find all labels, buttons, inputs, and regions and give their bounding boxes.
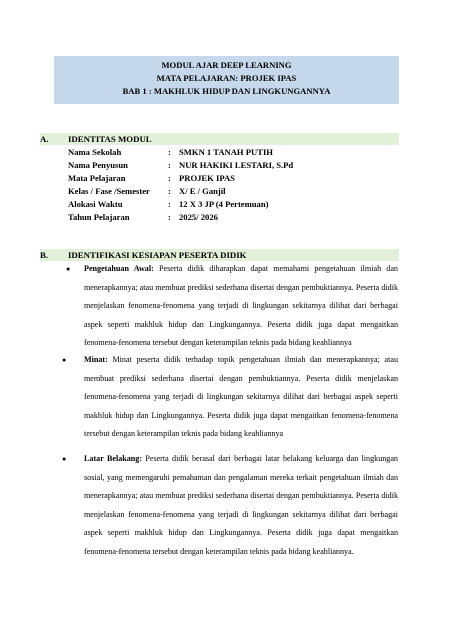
bullet-icon: ● (62, 356, 67, 364)
identity-value: SMKN 1 TANAH PUTIH (179, 147, 273, 157)
title-line-1: MODUL AJAR DEEP LEARNING (161, 60, 292, 70)
identity-colon: : (168, 212, 171, 222)
identity-row-class (68, 185, 398, 198)
list-item-term: Minat: (84, 355, 108, 364)
document-title-box (54, 56, 399, 104)
list-item-text: Peserta didik berasal dari berbagai latar belakang keluarga dan lingkungan sosial, yang memengaruhi pemahaman dan pengalaman mereka terkait pengetahuan ilmiah dan menerapkannya; atau membuat prediksi sederhana disertai dengan pembuktiannya. Peserta didik menjelaskan fenomena-fenomena yang terjadi di lingkungan sekitarnya dilihat dari berbagai aspek seperti makhluk hidup dan Lingkungannya. Peserta didik juga dapat mengaitkan fenomena-fenomena tersebut dengan keterampilan teknis pada bidang keahliannya. (84, 454, 398, 556)
list-item-term: Latar Belakang: (84, 454, 143, 463)
title-line-3: BAB 1 : MAKHLUK HIDUP DAN LINGKUNGANNYA (122, 86, 331, 96)
list-item-text: Minat peserta didik terhadap topik pengetahuan ilmiah dan menerapkannya; atau membuat prediksi sederhana disertai dengan pembuktiannya. Peserta didik menjelaskan fenomena-fenomena yang terjadi di lingkungan sekitarnya dilihat dari berbagai aspek seperti makhluk hidup dan Lingkungannya. Peserta didik juga dapat mengaitkan fenomena-fenomena tersebut dengan keterampilan teknis pada bidang keahliannya (84, 355, 398, 439)
identity-label: Nama Penyusun (68, 160, 128, 170)
identity-value: X/ E / Ganjil (179, 186, 226, 196)
identity-label: Tahun Pelajaran (68, 212, 130, 222)
identity-value: PROJEK IPAS (179, 173, 235, 183)
identity-colon: : (168, 173, 171, 183)
identity-value: 12 X 3 JP (4 Pertemuan) (179, 199, 269, 209)
bullet-icon: ● (66, 265, 71, 273)
identity-row-author (68, 159, 398, 172)
identity-label: Alokasi Waktu (68, 199, 123, 209)
identity-label: Mata Pelajaran (68, 173, 126, 183)
identity-row-time (68, 198, 398, 211)
list-item-prior-knowledge (84, 260, 398, 353)
identity-row-school (68, 146, 398, 159)
identity-value: NUR HAKIKI LESTARI, S.Pd (179, 160, 294, 170)
identity-row-subject (68, 172, 398, 185)
list-item-interest (84, 351, 398, 444)
list-item-background (84, 450, 398, 562)
list-item-text: Peserta didik diharapkan dapat memahami pengetahuan ilmiah dan menerapkannya; atau membuat prediksi sederhana disertai dengan pembuktiannya. Peserta didik menjelaskan fenomena-fenomena yang terjadi di lingkungan sekitarnya dilihat dari berbagai aspek seperti makhluk hidup dan Lingkungannya. Peserta didik juga dapat mengaitkan fenomena-fenomena tersebut dengan keterampilan teknis pada bidang keahliannya (84, 264, 398, 348)
identity-colon: : (168, 186, 171, 196)
identity-label: Kelas / Fase /Semester (68, 186, 150, 196)
bullet-icon: ● (62, 455, 67, 463)
list-item-term: Pengetahuan Awal: (84, 264, 154, 273)
section-a-heading (40, 133, 399, 145)
identity-colon: : (168, 199, 171, 209)
section-a-title: IDENTITAS MODUL (68, 134, 152, 144)
identity-colon: : (168, 160, 171, 170)
section-b-title: IDENTIFIKASI KESIAPAN PESERTA DIDIK (68, 250, 247, 260)
identity-row-year (68, 211, 398, 224)
title-line-2: MATA PELAJARAN: PROJEK IPAS (156, 73, 297, 83)
identity-colon: : (168, 147, 171, 157)
identity-label: Nama Sekolah (68, 147, 122, 157)
section-b-letter: B. (40, 250, 49, 260)
section-a-letter: A. (40, 134, 49, 144)
identity-value: 2025/ 2026 (179, 212, 218, 222)
